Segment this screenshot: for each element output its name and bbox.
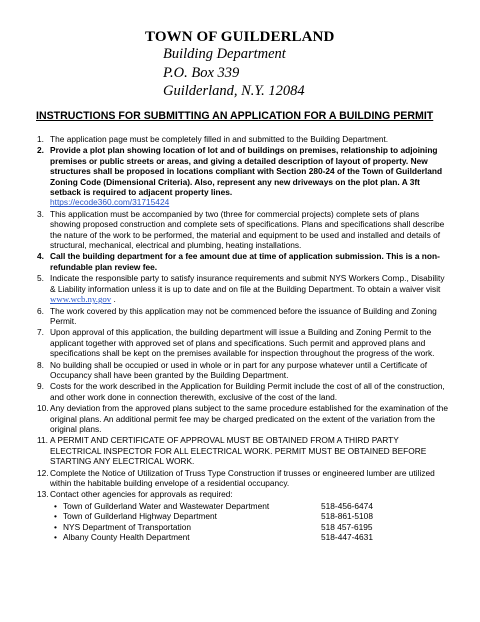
item-number: 9. — [37, 381, 44, 392]
wcb-link[interactable]: www.wcb.ny.gov — [50, 294, 112, 305]
item-text: Indicate the responsible party to satisfy insurance requirements and submit NYS Workers Comp., Disability & Liability information unless it is up to date and on file at the Building Department. To obtain a waiver visit — [50, 273, 445, 294]
instruction-item-4 — [0, 251, 480, 272]
instructions-list — [0, 134, 480, 543]
agency-name: NYS Department of Transportation — [63, 521, 191, 532]
agency-item — [50, 511, 450, 521]
item-text: Contact other agencies for approvals as required: — [50, 489, 233, 500]
item-text: Upon approval of this application, the building department will issue a Building and Zoning Permit to the applicant together with approved set of plans and specifications. Such permit and approved plans and specifications shall be kept on the premises available for inspection throughout the progress of the work. — [50, 327, 435, 359]
instruction-item-9 — [0, 381, 480, 402]
item-text: The work covered by this application may not be commenced before the issuance of Building and Zoning Permit. — [50, 305, 437, 326]
agency-item — [50, 532, 450, 542]
item-number: 5. — [37, 273, 44, 284]
agency-phone: 518 457-6195 — [321, 521, 373, 532]
item-number: 3. — [37, 208, 44, 219]
agency-item — [50, 501, 450, 511]
instruction-item-8 — [0, 360, 480, 381]
instruction-item-10 — [0, 403, 480, 434]
agency-item — [50, 522, 450, 532]
item-text: Call the building department for a fee amount due at time of application submission. This is a non-refundable plan review fee. — [50, 251, 440, 272]
item-text: The application page must be completely filled in and submitted to the Building Department. — [50, 134, 389, 144]
ecode-link[interactable]: https://ecode360.com/31715424 — [50, 197, 170, 208]
document-heading: INSTRUCTIONS FOR SUBMITTING AN APPLICATION FOR A BUILDING PERMIT — [36, 110, 434, 122]
item-number: 4. — [37, 251, 44, 262]
agency-phone: 518-861-5108 — [321, 511, 373, 522]
item-number: 11. — [37, 435, 48, 446]
instruction-item-2 — [0, 145, 480, 207]
item-text: Provide a plot plan showing location of lot and of buildings on premises, relationship to adjoining premises or public streets or areas, and giving a detailed description of layout of property. New structures shall be proposed in locations compliant with Section 280-24 of the Town of Guilderland Zoning Code (Dimensional Criteria). Also, represent any new driveways on the plot plan. A 3ft setback is required to adjacent property lines. — [50, 145, 443, 198]
item-text: Complete the Notice of Utilization of Truss Type Construction if trusses or engineered lumber are utilized within the habitable building envelope of a residential occupancy. — [50, 467, 435, 488]
instruction-item-11 — [0, 435, 480, 466]
item-text: No building shall be occupied or used in whole or in part for any purpose whatever until a Certificate of Occupancy shall have been granted by the Building Department. — [50, 359, 428, 380]
agency-phone: 518-447-4631 — [321, 532, 373, 543]
instruction-item-1 — [0, 134, 480, 144]
agency-name: Town of Guilderland Highway Department — [63, 511, 217, 522]
city-address: Guilderland, N.Y. 12084 — [163, 83, 305, 99]
item-text-tail: . — [111, 294, 116, 305]
item-number: 13. — [37, 489, 49, 500]
item-number: 6. — [37, 305, 44, 316]
item-number: 12. — [37, 467, 49, 478]
item-text: A PERMIT AND CERTIFICATE OF APPROVAL MUST BE OBTAINED FROM A THIRD PARTY ELECTRICAL INSPECTOR FOR ALL ELECTRICAL WORK. PERMIT MUST BE OBTAINED BEFORE STARTING ANY ELECTRICAL WORK. — [50, 435, 427, 467]
instruction-item-3 — [0, 209, 480, 251]
item-text: Costs for the work described in the Application for Building Permit include the cost of all of the construction, and other work done in connection therewith, exclusive of the cost of the land. — [50, 381, 445, 402]
instruction-item-7 — [0, 327, 480, 358]
po-box: P.O. Box 339 — [163, 65, 240, 81]
agency-name: Town of Guilderland Water and Wastewater Department — [63, 500, 270, 511]
item-number: 10. — [37, 403, 49, 414]
agency-list — [50, 501, 450, 543]
agency-phone: 518-456-6474 — [321, 500, 373, 511]
item-text: Any deviation from the approved plans subject to the same procedure established for the examination of the original plans. An additional permit fee may be charged predicated on the extent of the variation from the original plans. — [50, 403, 448, 434]
item-number: 1. — [37, 134, 44, 144]
instruction-item-5 — [0, 273, 480, 304]
item-text: This application must be accompanied by two (three for commercial projects) complete sets of plans showing proposed construction and complete sets of specifications. Plans and specifications shall describe the nature of the work to be performed, the material and equipment to be used and installed and details of structural, mechanical, electrical and plumbing, heating installations. — [50, 208, 445, 251]
town-title: TOWN OF GUILDERLAND — [145, 29, 335, 45]
instruction-item-12 — [0, 468, 480, 489]
item-number: 2. — [37, 145, 44, 156]
instruction-item-6 — [0, 306, 480, 327]
item-number: 7. — [37, 327, 44, 338]
department-name: Building Department — [163, 46, 286, 62]
agency-name: Albany County Health Department — [63, 532, 190, 543]
instruction-item-13 — [0, 489, 480, 542]
item-number: 8. — [37, 359, 44, 370]
